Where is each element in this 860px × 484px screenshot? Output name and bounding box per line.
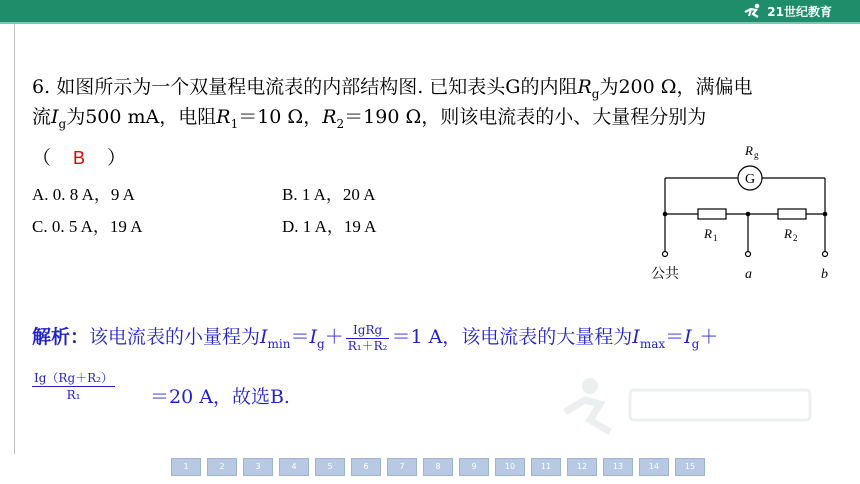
fraction-2: [32, 370, 115, 403]
sub-1: 1: [230, 116, 239, 131]
logo-text: 21世纪教育: [767, 4, 832, 19]
frac2-numerator: Ig（Rg＋R₂）: [34, 371, 113, 385]
option-b[interactable]: B. 1 A，20 A: [282, 185, 376, 204]
var-r1: R: [216, 106, 231, 128]
page-button-12[interactable]: 12: [567, 458, 597, 476]
q-text-3: 流: [32, 106, 52, 128]
r2-label: R: [784, 226, 792, 241]
solution-tail: ＝20 A，故选B.: [150, 386, 290, 408]
resistor-r2: [778, 209, 806, 219]
var-r: R: [577, 76, 592, 98]
page-button-14[interactable]: 14: [639, 458, 669, 476]
q-text-2: 为200 Ω，满偏电: [599, 76, 753, 98]
answer-choice: B: [73, 148, 86, 168]
paren-close: ）: [107, 147, 127, 169]
page-button-13[interactable]: 13: [603, 458, 633, 476]
common-label: 公共: [651, 266, 679, 282]
page-button-8[interactable]: 8: [423, 458, 453, 476]
sub-g2: g: [58, 116, 67, 131]
var-imin: I: [260, 326, 268, 348]
sub-ig2: g: [691, 336, 700, 351]
junction-right: [823, 212, 828, 217]
page-button-6[interactable]: 6: [351, 458, 381, 476]
paren-open: （: [32, 147, 52, 169]
page-button-5[interactable]: 5: [315, 458, 345, 476]
sol-eq-1: ＝: [290, 326, 310, 348]
sol-plus: ＋: [324, 326, 344, 348]
galvanometer-label: G: [744, 172, 756, 187]
b-label: b: [821, 267, 828, 282]
solution-text: [32, 322, 832, 359]
sub-max: max: [639, 336, 666, 351]
r2-value: ＝190 Ω，则该电流表的小、大量程分别为: [344, 106, 707, 128]
question-number: 6.: [32, 76, 51, 98]
option-a[interactable]: A. 0. 8 A，9 A: [32, 185, 135, 204]
question-text: [32, 72, 832, 132]
q-text-1: 如图所示为一个双量程电流表的内部结构图. 已知表头G的内阻: [56, 76, 578, 98]
a-label: a: [745, 267, 752, 282]
frac1-numerator: IgRg: [346, 323, 390, 339]
sub-min: min: [267, 336, 291, 351]
page-button-10[interactable]: 10: [495, 458, 525, 476]
sub-ig: g: [317, 336, 325, 351]
header-bar: [0, 0, 860, 22]
runner-logo-icon: [742, 3, 764, 19]
frac2-denominator: R₁: [66, 388, 81, 402]
r1-label: R: [704, 226, 712, 241]
option-d[interactable]: D. 1 A，19 A: [282, 217, 377, 236]
r2-sub: 2: [793, 233, 798, 243]
fraction-1: [346, 323, 390, 354]
resistor-r1: [698, 209, 726, 219]
page-button-15[interactable]: 15: [675, 458, 705, 476]
rg-sub: g: [754, 150, 759, 160]
header-divider: [0, 22, 860, 24]
page-button-11[interactable]: 11: [531, 458, 561, 476]
sol-text-1: 该电流表的小量程为: [89, 326, 261, 348]
sol-eq-3: ＝: [665, 326, 685, 348]
sol-plus-2: ＋: [699, 326, 719, 348]
watermark-logo-icon: [560, 372, 820, 442]
junction-left: [663, 212, 668, 217]
answer-line: [32, 143, 126, 170]
brand-logo: [742, 2, 832, 20]
page-button-2[interactable]: 2: [207, 458, 237, 476]
r1-value: ＝10 Ω，: [238, 106, 323, 128]
page-button-1[interactable]: 1: [171, 458, 201, 476]
option-c[interactable]: C. 0. 5 A，19 A: [32, 217, 143, 236]
solution-label: 解析：: [32, 326, 90, 348]
r1-sub: 1: [713, 233, 718, 243]
sol-eq-2: ＝1 A，该电流表的大量程为: [391, 326, 633, 348]
page-button-4[interactable]: 4: [279, 458, 309, 476]
page-button-9[interactable]: 9: [459, 458, 489, 476]
var-i: I: [51, 106, 59, 128]
var-ig2: I: [684, 326, 692, 348]
terminal-common: [663, 252, 668, 257]
var-ig: I: [309, 326, 318, 348]
page-navigation: [171, 458, 705, 476]
page-button-3[interactable]: 3: [243, 458, 273, 476]
circuit-diagram: [650, 140, 835, 290]
sub-2: 2: [336, 116, 345, 131]
junction-middle: [746, 212, 751, 217]
terminal-b: [823, 252, 828, 257]
page-button-7[interactable]: 7: [387, 458, 417, 476]
q-text-4: 为500 mA，电阻: [66, 106, 217, 128]
rg-label: R: [745, 143, 753, 158]
var-r2: R: [322, 106, 337, 128]
var-imax: I: [632, 326, 640, 348]
terminal-a: [746, 252, 751, 257]
left-margin-line: [14, 24, 15, 454]
sub-g: g: [591, 86, 600, 101]
frac1-denominator: R₁＋R₂: [347, 338, 388, 353]
